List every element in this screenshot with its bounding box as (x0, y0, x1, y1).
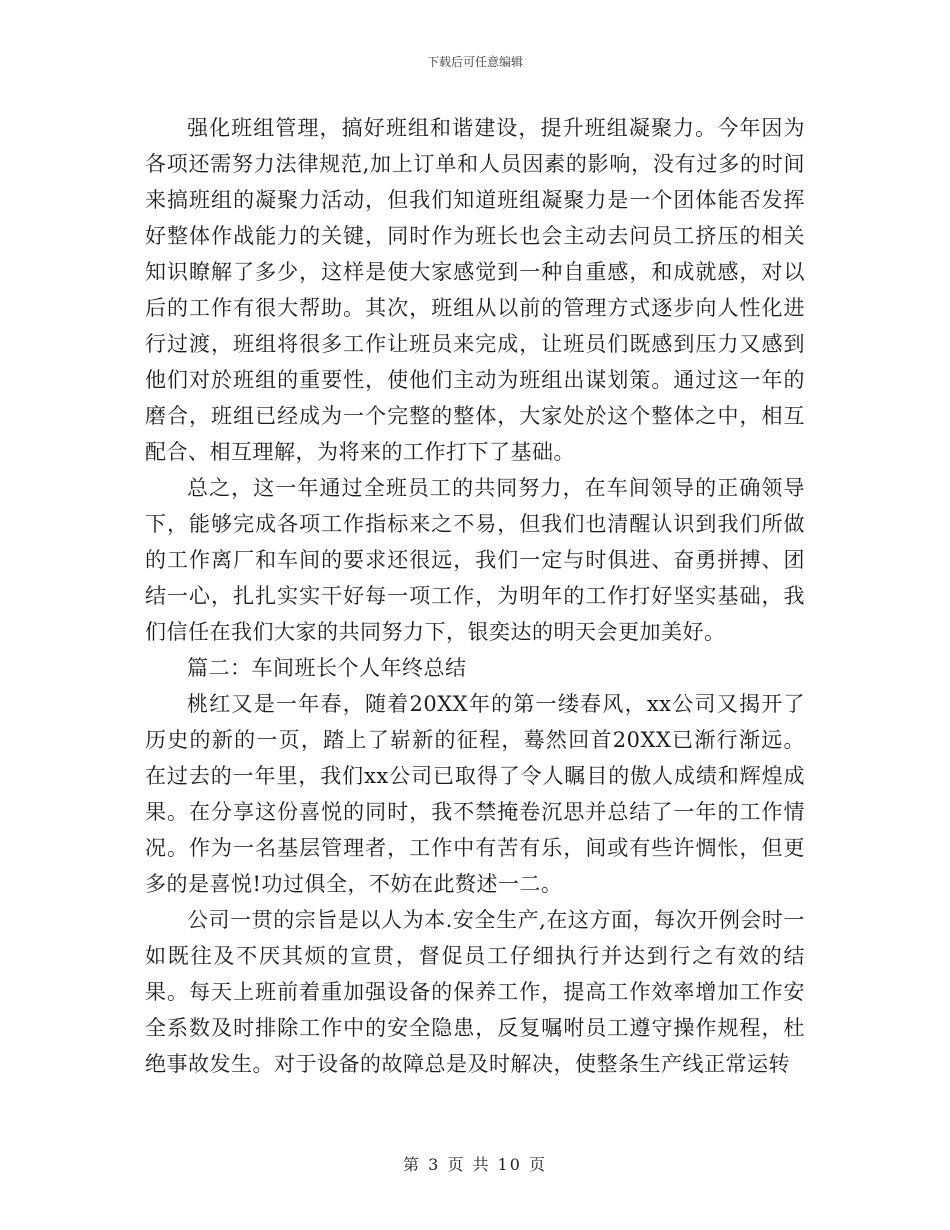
page-number-footer: 第 3 页 共 10 页 (403, 1155, 547, 1174)
paragraph-safety-production: 公司一贯的宗旨是以人为本.安全生产,在这方面，每次开例会时一如既往及不厌其烦的宣贯，督促员工仔细执行并达到行之有效的结果。每天上班前着重加强设备的保养工作，提高工作效率增加工作安全系数及时排除工作中的安全隐患，反复嘱咐员工遵守操作规程，杜绝事故发生。对于设备的故障总是及时解决，使整条生产线正常运转 (145, 908, 805, 1076)
paragraph-team-cohesion: 强化班组管理，搞好班组和谐建设，提升班组凝聚力。今年因为各项还需努力法律规范,加上订单和人员因素的影响，没有过多的时间来搞班组的凝聚力活动，但我们知道班组凝聚力是一个团体能否发挥好整体作战能力的关键，同时作为班长也会主动去问员工挤压的相关知识瞭解了多少，这样是使大家感觉到一种自重感，和成就感，对以后的工作有很大帮助。其次，班组从以前的管理方式逐步向人性化进行过渡，班组将很多工作让班员来完成，让班员们既感到压力又感到他们对於班组的重要性，使他们主动为班组出谋划策。通过这一年的磨合，班组已经成为一个完整的整体，大家处於这个整体之中，相互配合、相互理解，为将来的工作打下了基础。 (145, 116, 805, 464)
page-header-note: 下载后可任意编辑 (426, 55, 523, 69)
document-body (145, 110, 805, 1082)
paragraph-conclusion: 总之，这一年通过全班员工的共同努力，在车间领导的正确领导下，能够完成各项工作指标来之不易，但我们也清醒认识到我们所做的工作离厂和车间的要求还很远，我们一定与时俱进、奋勇拼搏、团结一心，扎扎实实干好每一项工作，为明年的工作打好坚实基础，我们信任在我们大家的共同努力下，银奕达的明天会更加美好。 (145, 476, 805, 644)
section-heading: 篇二：车间班长个人年终总结 (187, 656, 467, 680)
paragraph-new-year-intro: 桃红又是一年春，随着20XX年的第一缕春风，xx公司又揭开了历史的新的一页，踏上了崭新的征程，蓦然回首20XX已渐行渐远。在过去的一年里，我们xx公司已取得了令人瞩目的傲人成绩和辉煌成果。在分享这份喜悦的同时，我不禁掩卷沉思并总结了一年的工作情况。作为一名基层管理者，工作中有苦有乐，间或有些许惆怅，但更多的是喜悦!功过俱全，不妨在此赘述一二。 (145, 692, 805, 896)
